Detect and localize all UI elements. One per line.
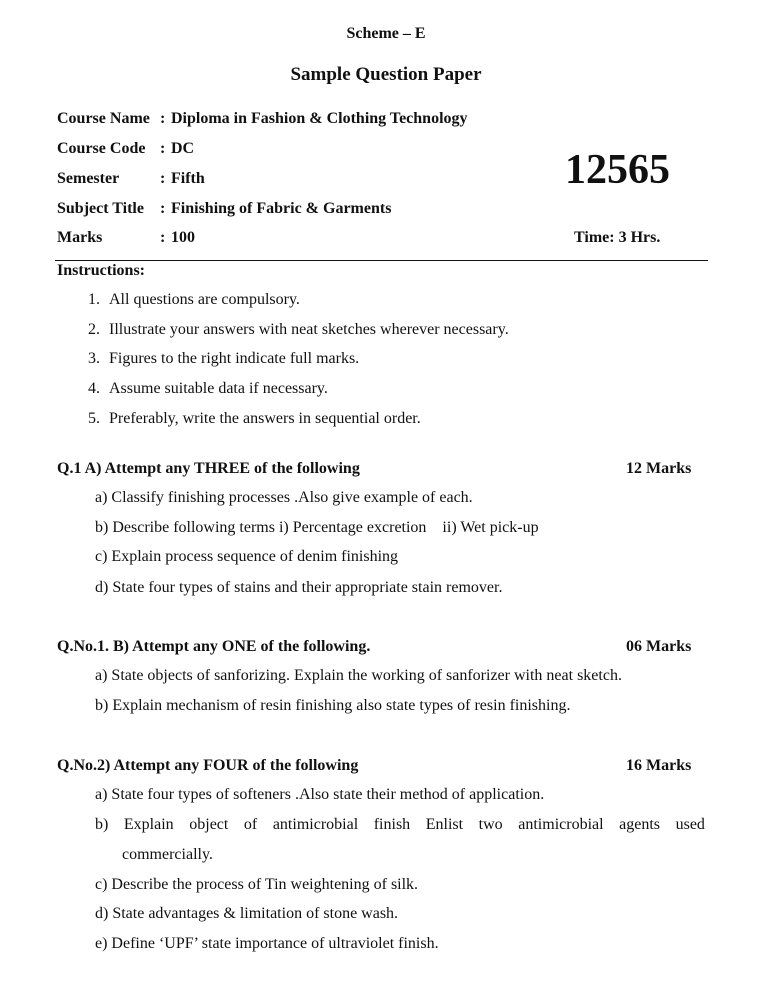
question-item: d) State four types of stains and their appropriate stain remover. (95, 579, 503, 596)
word: Explain (123, 816, 174, 833)
header-divider (55, 260, 708, 261)
question-item: d) State advantages & limitation of stone wash. (95, 905, 399, 922)
instruction-number: 5. (88, 410, 100, 427)
word: agents (619, 816, 661, 833)
colon: : (160, 200, 166, 217)
instruction-number: 2. (88, 321, 100, 338)
question-marks: 06 Marks (626, 638, 692, 655)
page-title: Sample Question Paper (290, 64, 482, 85)
question-item: b) Explain mechanism of resin finishing also state types of resin finishing. (95, 697, 571, 714)
instruction-text: Figures to the right indicate full marks. (109, 350, 360, 367)
word: two (478, 816, 503, 833)
question-marks: 16 Marks (626, 757, 692, 774)
scheme-label: Scheme – E (346, 25, 426, 42)
colon: : (160, 140, 166, 157)
word: object (189, 816, 229, 833)
question-item-continuation: commercially. (122, 846, 213, 863)
course-code-value: DC (171, 140, 195, 157)
question-item-justified (95, 816, 705, 834)
time-duration: Time: 3 Hrs. (574, 229, 661, 246)
question-marks: 12 Marks (626, 460, 692, 477)
instruction-text: Assume suitable data if necessary. (109, 380, 328, 397)
instruction-number: 1. (88, 291, 100, 308)
word: antimicrobial (518, 816, 604, 833)
instructions-heading: Instructions: (57, 262, 146, 279)
question-item: a) State four types of softeners .Also state their method of application. (95, 786, 545, 803)
course-name-value: Diploma in Fashion & Clothing Technology (171, 110, 468, 127)
question-heading: Q.No.1. B) Attempt any ONE of the following. (57, 638, 371, 655)
word: b) (95, 816, 109, 833)
question-item: a) State objects of sanforizing. Explain the working of sanforizer with neat sketch. (95, 667, 622, 684)
marks-label: Marks (57, 229, 103, 246)
word: of (243, 816, 258, 833)
instruction-text: All questions are compulsory. (109, 291, 300, 308)
semester-label: Semester (57, 170, 120, 187)
word: Enlist (425, 816, 464, 833)
question-item: a) Classify finishing processes .Also give example of each. (95, 489, 473, 506)
semester-value: Fifth (171, 170, 205, 187)
paper-code: 12565 (565, 147, 670, 193)
instruction-number: 4. (88, 380, 100, 397)
question-heading: Q.1 A) Attempt any THREE of the following (57, 460, 360, 477)
question-item: c) Describe the process of Tin weightening of silk. (95, 876, 419, 893)
instruction-number: 3. (88, 350, 100, 367)
word: antimicrobial (272, 816, 359, 833)
course-code-label: Course Code (57, 140, 146, 157)
question-item: b) Describe following terms i) Percentage excretion ii) Wet pick-up (95, 519, 539, 536)
course-name-label: Course Name (57, 110, 150, 127)
question-item: c) Explain process sequence of denim finishing (95, 548, 399, 565)
instruction-text: Preferably, write the answers in sequential order. (109, 410, 421, 427)
word: finish (373, 816, 411, 833)
colon: : (160, 170, 166, 187)
subject-title-label: Subject Title (57, 200, 144, 217)
question-item: e) Define ‘UPF’ state importance of ultraviolet finish. (95, 935, 439, 952)
subject-title-value: Finishing of Fabric & Garments (171, 200, 392, 217)
word: used (675, 816, 705, 833)
instruction-text: Illustrate your answers with neat sketches wherever necessary. (109, 321, 509, 338)
marks-value: 100 (171, 229, 195, 246)
colon: : (160, 229, 166, 246)
question-heading: Q.No.2) Attempt any FOUR of the following (57, 757, 359, 774)
colon: : (160, 110, 166, 127)
